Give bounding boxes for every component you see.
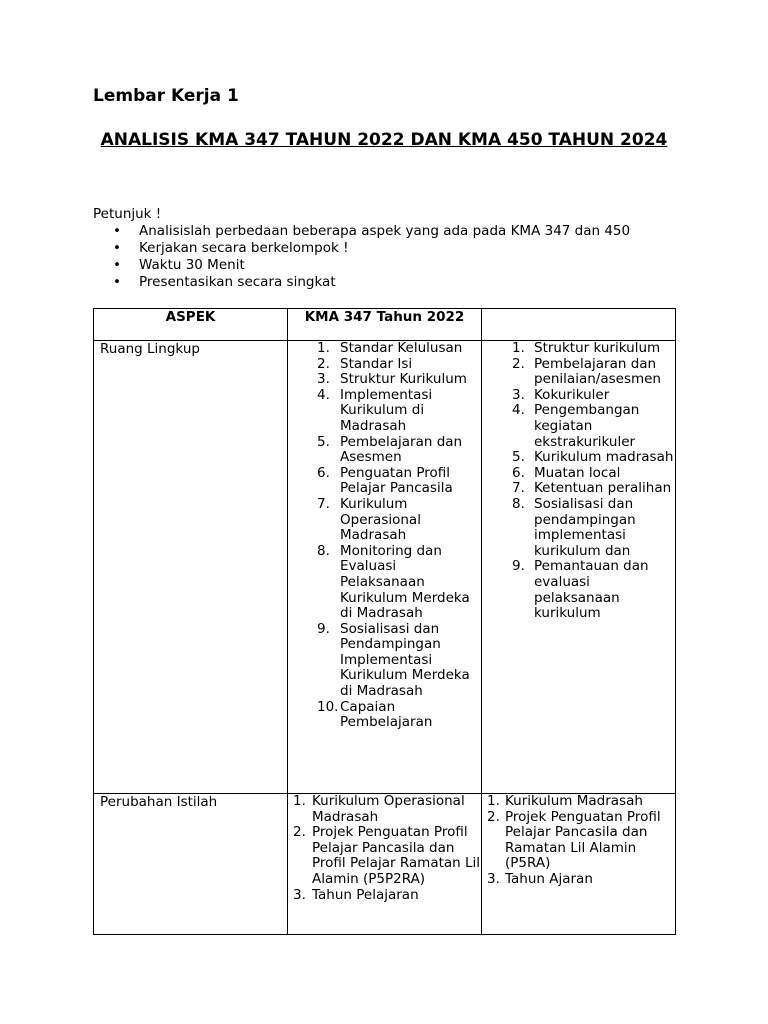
list-text: Pembelajaran dan Asesmen (340, 433, 463, 466)
list-number: 4. (512, 402, 525, 419)
list-number: 10. (317, 698, 339, 715)
list-item (288, 372, 481, 388)
kma347-terms-list (288, 794, 481, 903)
list-item (482, 466, 675, 482)
list-number: 2. (293, 824, 306, 841)
list-item (288, 497, 481, 544)
list-item (288, 888, 481, 904)
list-number: 8. (512, 495, 525, 512)
list-number: 5. (317, 433, 330, 450)
list-number: 2. (487, 808, 500, 825)
list-text: Kurikulum Operasional Madrasah (312, 793, 465, 825)
comparison-table (93, 308, 676, 935)
list-text: Kurikulum madrasah (534, 449, 674, 466)
list-item (288, 341, 481, 357)
list-number: 1. (487, 793, 500, 809)
list-text: Standar Kelulusan (340, 340, 463, 356)
list-text: Struktur Kurikulum (340, 371, 467, 388)
list-item (482, 794, 675, 810)
list-text: Sosialisasi dan pendampingan implementasi kurikulum dan (534, 495, 636, 559)
list-number: 9. (512, 558, 525, 575)
table-row-ruang-lingkup (94, 341, 676, 794)
kma450-cell (482, 341, 676, 794)
list-item (482, 450, 675, 466)
list-number: 1. (293, 793, 306, 809)
header-aspek: ASPEK (94, 309, 288, 341)
list-text: Ketentuan peralihan (534, 480, 672, 497)
list-number: 2. (512, 355, 525, 372)
list-text: Penguatan Profil Pelajar Pancasila (340, 464, 453, 497)
list-text: Kokurikuler (534, 386, 610, 403)
list-item (288, 825, 481, 887)
instructions-list (93, 223, 693, 291)
list-text: Capaian Pembelajaran (340, 698, 433, 731)
list-number: 5. (512, 449, 525, 466)
list-number: 3. (512, 386, 525, 403)
header-kma347: KMA 347 Tahun 2022 (288, 309, 482, 341)
list-text: Kurikulum Operasional Madrasah (340, 495, 421, 544)
kma347-scope-list (288, 341, 481, 731)
list-item (288, 435, 481, 466)
list-number: 7. (317, 495, 330, 512)
kma450-terms-list (482, 794, 675, 888)
instruction-item: • Waktu 30 Menit (113, 257, 245, 273)
list-item (482, 357, 675, 388)
list-item (288, 794, 481, 825)
list-item (288, 622, 481, 700)
list-number: 1. (512, 340, 525, 356)
list-text: Struktur kurikulum (534, 340, 661, 356)
list-item (288, 544, 481, 622)
instructions-label: Petunjuk ! (93, 206, 162, 222)
list-item (482, 559, 675, 621)
list-text: Pembelajaran dan penilaian/asesmen (534, 355, 661, 388)
header-kma450 (482, 309, 676, 341)
list-text: Projek Penguatan Profil Pelajar Pancasila dan Ramatan Lil Alamin (P5RA) (505, 808, 661, 872)
list-number: 8. (317, 542, 330, 559)
kma347-cell (288, 341, 482, 794)
kma450-cell (482, 794, 676, 935)
list-number: 3. (487, 870, 500, 887)
list-item (482, 810, 675, 872)
list-text: Pemantauan dan evaluasi pelaksanaan kurikulum (534, 558, 649, 622)
list-item (288, 700, 481, 731)
list-text: Sosialisasi dan Pendampingan Implementasi Kurikulum Merdeka di Madrasah (340, 620, 470, 700)
list-text: Tahun Ajaran (505, 870, 593, 887)
bullet-icon: • (113, 223, 121, 239)
list-text: Standar Isi (340, 355, 413, 372)
bullet-icon: • (113, 240, 121, 256)
list-item (482, 341, 675, 357)
list-number: 9. (317, 620, 330, 637)
kma450-scope-list (482, 341, 675, 622)
instruction-item: • Presentasikan secara singkat (113, 274, 336, 290)
list-number: 6. (512, 464, 525, 481)
list-text: Implementasi Kurikulum di Madrasah (340, 386, 433, 434)
bullet-icon: • (113, 274, 121, 290)
list-number: 6. (317, 464, 330, 481)
list-number: 2. (317, 355, 330, 372)
list-number: 3. (317, 371, 330, 388)
list-item (482, 872, 675, 888)
document-title: ANALISIS KMA 347 TAHUN 2022 DAN KMA 450 TAHUN 2024 (100, 130, 668, 150)
list-item (288, 388, 481, 435)
table-row-perubahan-istilah (94, 794, 676, 935)
list-item (288, 357, 481, 373)
list-text: Muatan local (534, 464, 621, 481)
list-item (482, 481, 675, 497)
list-number: 7. (512, 480, 525, 497)
bullet-icon: • (113, 257, 121, 273)
list-item (482, 388, 675, 404)
worksheet-heading: Lembar Kerja 1 (93, 86, 239, 106)
list-text: Pengembangan kegiatan ekstrakurikuler (534, 402, 640, 450)
instruction-item: • Kerjakan secara berkelompok ! (113, 240, 349, 256)
aspek-cell: Perubahan Istilah (94, 794, 288, 935)
table-header-row (94, 309, 676, 341)
list-number: 1. (317, 340, 330, 356)
list-text: Tahun Pelajaran (312, 886, 419, 903)
list-item (482, 497, 675, 559)
instructions-block (93, 206, 693, 291)
list-item (482, 403, 675, 450)
list-text: Kurikulum Madrasah (505, 793, 643, 809)
list-number: 4. (317, 386, 330, 403)
aspek-cell: Ruang Lingkup (94, 341, 288, 794)
kma347-cell (288, 794, 482, 935)
list-item (288, 466, 481, 497)
list-text: Projek Penguatan Profil Pelajar Pancasila dan Profil Pelajar Ramatan Lil Alamin (P5P2RA) (312, 824, 481, 887)
list-text: Monitoring dan Evaluasi Pelaksanaan Kurikulum Merdeka di Madrasah (340, 542, 470, 622)
list-number: 3. (293, 886, 306, 903)
instruction-item: • Analisislah perbedaan beberapa aspek yang ada pada KMA 347 dan 450 (113, 223, 631, 239)
